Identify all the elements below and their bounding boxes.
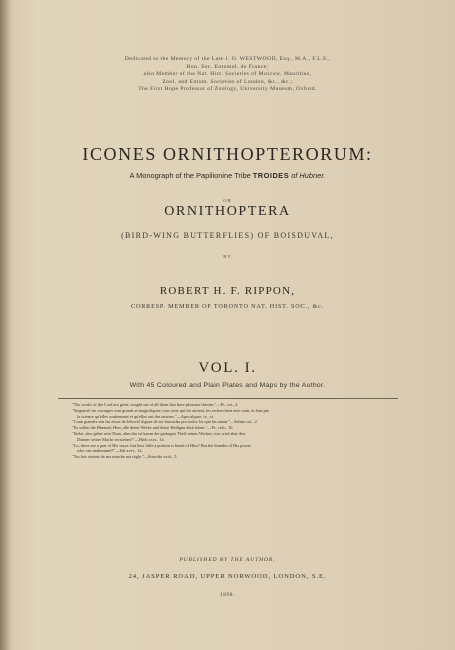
subtitle-prefix: A Monograph of the Papilionine Tribe bbox=[129, 171, 253, 180]
quote-line: "Tes lois etoient de ma marche ma règle."—Siracide xxiii., 5. bbox=[72, 454, 178, 460]
author-credentials: CORRESP. MEMBER OF TORONTO NAT. HIST. SOC., &c. bbox=[131, 303, 324, 310]
subtitle-tribe: TROIDES bbox=[252, 171, 290, 180]
publisher-address: 24, JASPER ROAD, UPPER NORWOOD, LONDON, S.E. bbox=[128, 573, 327, 580]
or-connector: OR bbox=[223, 198, 232, 203]
publisher-line: PUBLISHED BY THE AUTHOR, bbox=[179, 557, 276, 563]
alternate-title: ORNITHOPTERA bbox=[164, 204, 291, 219]
common-name: (BIRD-WING BUTTERFLIES) OF BOISDUVAL, bbox=[121, 231, 334, 240]
quote-line: "Siehe, also gehet sein Thun, aber das ist kaum der geringste Theil seines Werkes; wer wird aber den bbox=[72, 430, 246, 436]
quote-line: who can understand?"—Job xxvi., 14. bbox=[77, 448, 143, 454]
quote-line: la science qu'elles soutiennent et qu'elles ont des œuvres."—Apocalypse, iv., xi. bbox=[77, 413, 215, 419]
divider bbox=[58, 398, 398, 399]
quote-line: "Cuan grandes son las obras de Jehová! dignas de ser buscadas por todos los que las aman."—Salmo cxi., 2. bbox=[72, 419, 258, 425]
dedication-line: Dedicated to the Memory of the Late J. O. WESTWOOD, Esq., M.A., F.L.S., bbox=[124, 56, 331, 62]
quote-line: Donner seiner Macht verstehen?"—Hiob xxvi., 14. bbox=[77, 436, 165, 442]
quote-line: "Seigneur! tes ouvrages sont grands et magnifiques; tous ceux qui les aiment, les recherchent avec soin, et font par bbox=[72, 407, 269, 413]
book-subtitle bbox=[0, 171, 455, 180]
dedication-line: Zool. and Entom. Societies of London, &c., &c.; bbox=[162, 78, 293, 85]
quote-line: "The works of the Lord are great, sought out of all them that have pleasure therein."—Ps. cxi., 2. bbox=[72, 402, 239, 407]
book-title: ICONES ORNITHOPTERORUM: bbox=[82, 144, 373, 164]
quote-line: "Es sollen die Himmel, Herr, alle deine Werke und deine Heiligen dich loben."—Ps. cxlv., 10. bbox=[72, 425, 234, 431]
author-name: ROBERT H. F. RIPPON, bbox=[159, 285, 296, 297]
by-connector: BY bbox=[223, 254, 232, 259]
plates-note: With 45 Coloured and Plain Plates and Maps by the Author. bbox=[129, 382, 326, 389]
dedication-block bbox=[0, 56, 455, 94]
publication-year: 1898. bbox=[219, 592, 236, 598]
epigraph-quotes bbox=[72, 402, 382, 460]
dedication-line: The First Hope Professor of Zoology, University Museum, Oxford. bbox=[138, 86, 317, 93]
quote-line: "Lo, these are a part of His ways: but how little a portion is heard of Him? But the thunder of His power bbox=[72, 442, 251, 448]
dedication-line: also Member of the Nat. Hist. Societies of Moscow, Mauritius, bbox=[143, 71, 312, 78]
dedication-line: Hon. Soc. Entomol. de France; bbox=[186, 63, 269, 70]
subtitle-authority: of Hubner. bbox=[289, 171, 326, 180]
volume-number: VOL. I. bbox=[198, 360, 257, 376]
